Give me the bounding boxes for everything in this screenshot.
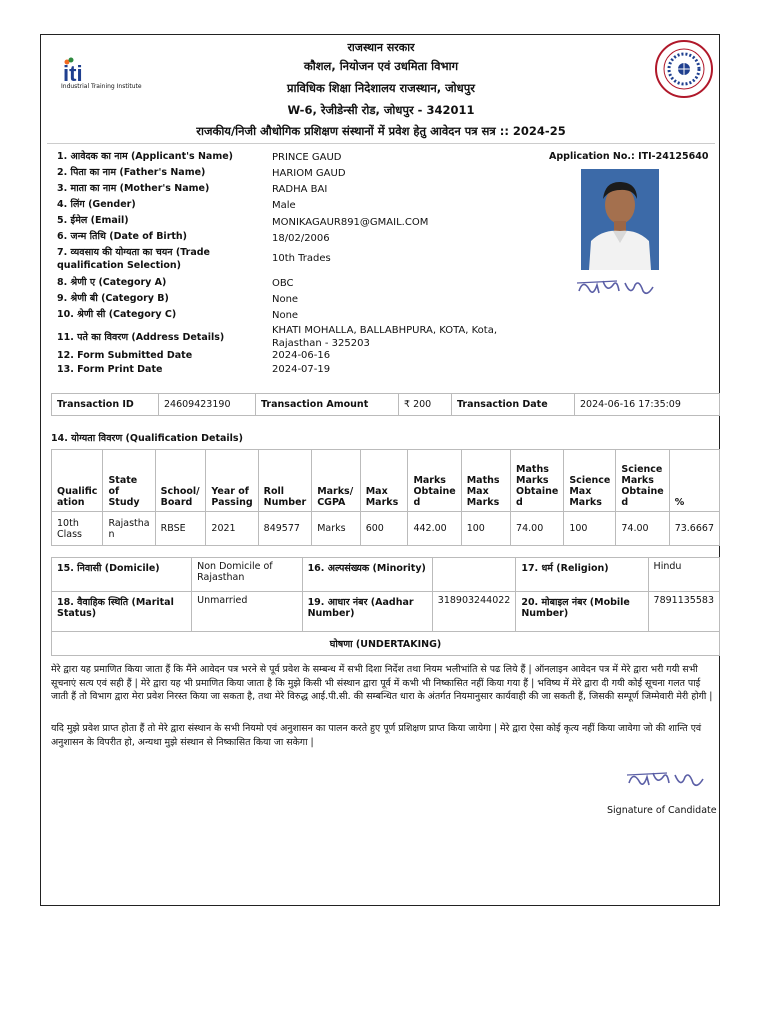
undertaking-paragraph-1: मेरे द्वारा यह प्रमाणित किया जाता हैं कि मैंने आवेदन पत्र भरने से पूर्व प्रवेश के सम्बन्ध में सभी दिशा निर्देश तथा नियम भलीभांति से पढ लिये हैं | ऑनलाइन आवेदन पत्र में मेरे द्वारा भरी गयी सभी सूचनाएं सत्य एवं सही हैं | मेरे द्वारा यह भी प्रमाणित किया जाता है कि मुझे किसी भी संस्थान द्वारा पूर्व में कभी भी निष्कासित नहीं किया गया हैं | भविष्य में मेरे द्वारा दी गयी कोई सूचना गलत पाई जाती हैं तो विभाग द्वारा मेरा प्रवेश निरस्त किया जा सकता है, तथा मेरे विरुद्ध आई.पी.सी. की सम्बन्धित धारा के अंतर्गत नियमानुसार कार्यवाही की जा सकती हैं, जिसकी सम्पूर्ण जिम्मेवारी मेरी होगी | [51, 664, 713, 702]
candidate-signature-image [623, 765, 713, 797]
minority-value [432, 558, 516, 592]
dob-label: 6. जन्म तिथि (Date of Birth) [57, 231, 188, 242]
table-cell: RBSE [155, 512, 206, 546]
trade-label-line2: qualification Selection) [57, 260, 182, 271]
max-marks-header: Max Marks [360, 450, 408, 512]
transaction-date-value: 2024-06-16 17:35:09 [575, 394, 720, 416]
dob-value: 18/02/2006 [272, 233, 330, 244]
father-name-value: HARIOM GAUD [272, 168, 346, 179]
science-obtained-header: Science Marks Obtaine d [616, 450, 669, 512]
transaction-amount-value: ₹ 200 [399, 394, 452, 416]
gender-value: Male [272, 200, 296, 211]
table-cell: 100 [564, 512, 616, 546]
table-cell: Marks [312, 512, 361, 546]
religion-label: 17. धर्म (Religion) [516, 558, 648, 592]
qualification-table [51, 449, 720, 546]
other-details-table [51, 557, 720, 656]
transaction-id-label: Transaction ID [52, 394, 159, 416]
table-row [52, 512, 720, 546]
svg-text:iti: iti [63, 61, 83, 86]
header-line-4: W-6, रेजीडेन्सी रोड, जोधपुर - 342011 [287, 103, 475, 117]
domicile-value: Non Domicile of Rajasthan [192, 558, 302, 592]
mobile-label: 20. मोबाइल नंबर (Mobile Number) [516, 592, 648, 632]
maths-obtained-header: Maths Marks Obtaine d [511, 450, 564, 512]
address-label: 11. पते का विवरण (Address Details) [57, 332, 225, 343]
category-b-label: 9. श्रेणी बी (Category B) [57, 293, 169, 304]
address-value-line2: Rajasthan - 325203 [272, 338, 370, 349]
table-cell: 74.00 [616, 512, 669, 546]
applicant-name-label: 1. आवेदक का नाम (Applicant's Name) [57, 151, 234, 162]
header-line-5: राजकीय/निजी औधोगिक प्रशिक्षण संस्थानों में प्रवेश हेतु आवेदन पत्र सत्र :: 2024-25 [196, 124, 566, 138]
signature-image [573, 271, 663, 305]
science-max-header: Science Max Marks [564, 450, 616, 512]
category-b-value: None [272, 294, 299, 305]
category-c-value: None [272, 310, 299, 321]
print-date-value: 2024-07-19 [272, 364, 331, 375]
gender-label: 4. लिंग (Gender) [57, 199, 136, 210]
table-cell: Rajastha n [103, 512, 155, 546]
category-a-label: 8. श्रेणी ए (Category A) [57, 277, 167, 288]
applicant-name-value: PRINCE GAUD [272, 152, 342, 163]
header-line-3: प्राविधिक शिक्षा निदेशालय राजस्थान, जोधपुर [287, 81, 475, 95]
mother-name-value: RADHA BAI [272, 184, 328, 195]
domicile-label: 15. निवासी (Domicile) [52, 558, 192, 592]
roll-header: Roll Number [258, 450, 312, 512]
undertaking-title: घोषणा (UNDERTAKING) [52, 632, 720, 656]
qualification-header: Qualific ation [52, 450, 103, 512]
table-cell: 73.6667 [669, 512, 719, 546]
year-header: Year of Passing [206, 450, 258, 512]
table-cell: 849577 [258, 512, 312, 546]
table-cell: 74.00 [511, 512, 564, 546]
table-cell: 100 [461, 512, 510, 546]
signature-label: Signature of Candidate [607, 805, 717, 816]
transaction-table [51, 393, 720, 416]
marks-obtained-header: Marks Obtaine d [408, 450, 461, 512]
father-name-label: 2. पिता का नाम (Father's Name) [57, 167, 206, 178]
mobile-value: 7891135583 [648, 592, 719, 632]
marks-cgpa-header: Marks/ CGPA [312, 450, 361, 512]
table-cell: 600 [360, 512, 408, 546]
applicant-photo [581, 169, 659, 270]
table-cell: 10th Class [52, 512, 103, 546]
trade-label: 7. व्यवसाय की योग्यता का चयन (Trade [57, 247, 210, 258]
trade-value: 10th Trades [272, 253, 331, 264]
category-a-value: OBC [272, 278, 294, 289]
application-form [40, 34, 720, 906]
address-value: KHATI MOHALLA, BALLABHPURA, KOTA, Kota, [272, 325, 498, 336]
header-line-2: कौशल, नियोजन एवं उधमिता विभाग [303, 59, 459, 73]
email-label: 5. ईमेल (Email) [57, 215, 129, 226]
table-cell: 442.00 [408, 512, 461, 546]
aadhar-value: 318903244022 [432, 592, 516, 632]
undertaking-paragraph-2: यदि मुझे प्रवेश प्राप्त होता हैं तो मेरे द्वारा संस्थान के सभी नियमो एवं अनुशासन का पालन करते हुए पूर्ण प्रशिक्षण प्राप्त किया जायेगा | मेरे द्वारा ऐसा कोई कृत्य नहीं किया जावेगा जो की शान्ति एवं अनुशासन के विपरीत हो, अन्यथा मुझे संस्थान से निष्कासित किया जा सकेगा | [51, 723, 702, 748]
state-header: State of Study [103, 450, 155, 512]
application-number: Application No.: ITI-24125640 [549, 151, 709, 162]
category-c-label: 10. श्रेणी सी (Category C) [57, 309, 177, 320]
aadhar-label: 19. आधार नंबर (Aadhar Number) [302, 592, 432, 632]
submitted-date-label: 12. Form Submitted Date [57, 350, 193, 361]
board-header: School/ Board [155, 450, 206, 512]
religion-value: Hindu [648, 558, 719, 592]
transaction-amount-label: Transaction Amount [256, 394, 399, 416]
table-cell: 2021 [206, 512, 258, 546]
percent-header: % [669, 450, 719, 512]
marital-label: 18. वैवाहिक स्थिति (Marital Status) [52, 592, 192, 632]
header-line-1: राजस्थान सरकार [347, 41, 415, 54]
mother-name-label: 3. माता का नाम (Mother's Name) [57, 183, 210, 194]
print-date-label: 13. Form Print Date [57, 364, 163, 375]
marital-value: Unmarried [192, 592, 302, 632]
submitted-date-value: 2024-06-16 [272, 350, 331, 361]
qualification-header-row [52, 450, 720, 512]
minority-label: 16. अल्पसंख्यक (Minority) [302, 558, 432, 592]
transaction-date-label: Transaction Date [452, 394, 575, 416]
email-value: MONIKAGAUR891@GMAIL.COM [272, 217, 429, 228]
header-divider [47, 143, 715, 144]
qualification-title: 14. योग्यता विवरण (Qualification Details) [51, 433, 243, 444]
transaction-id-value: 24609423190 [159, 394, 256, 416]
iti-logo-subtitle: Industrial Training Institute [61, 83, 142, 90]
maths-max-header: Maths Max Marks [461, 450, 510, 512]
